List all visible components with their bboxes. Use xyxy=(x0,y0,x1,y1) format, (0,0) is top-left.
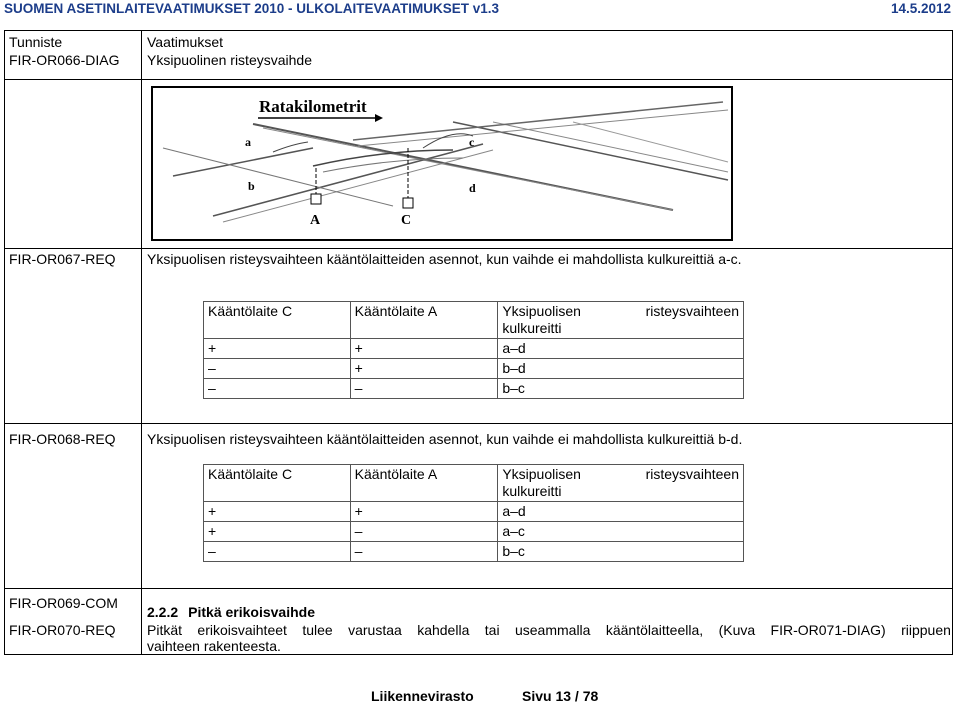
track-label-a: a xyxy=(245,135,251,149)
text-word: tai xyxy=(484,622,500,638)
table-cell: – xyxy=(204,379,351,399)
column-divider xyxy=(141,30,142,654)
crossing-diagram xyxy=(151,86,733,241)
text-word: kahdella xyxy=(417,622,470,638)
row-divider-067 xyxy=(4,248,953,249)
footer-organization: Liikennevirasto xyxy=(371,688,474,704)
header-word: kulkureitti xyxy=(502,320,562,336)
switch-position-table-067 xyxy=(203,301,744,399)
table-cell: – xyxy=(350,542,498,562)
direction-arrow-head xyxy=(375,114,383,122)
row-divider-069 xyxy=(4,588,953,589)
row-text-068: Yksipuolisen risteysvaihteen kääntölaitteiden asennot, kun vaihde ei mahdollista kulkureittiä b-d. xyxy=(147,431,743,447)
section-heading xyxy=(147,604,315,621)
header-word: Yksipuolisen xyxy=(502,466,581,482)
switch-machine-A xyxy=(311,194,321,204)
table-row xyxy=(204,359,744,379)
table-row xyxy=(204,522,744,542)
row-text-070-line2: vaihteen rakenteesta. xyxy=(147,638,281,654)
document-header-date: 14.5.2012 xyxy=(890,1,951,16)
switch-position-table-068 xyxy=(203,464,744,562)
track-line xyxy=(173,148,313,176)
header-word: risteysvaihteen xyxy=(645,303,739,319)
text-word: Pitkät xyxy=(147,622,183,638)
row-text-066: Yksipuolinen risteysvaihde xyxy=(147,52,312,68)
table-cell: + xyxy=(204,522,351,542)
table-cell: + xyxy=(350,359,498,379)
section-title: Pitkä erikoisvaihde xyxy=(188,604,315,620)
table-cell: – xyxy=(350,522,498,542)
text-word: varustaa xyxy=(348,622,402,638)
table-row xyxy=(204,379,744,399)
text-word: FIR-OR071-DIAG) xyxy=(770,622,886,638)
column-header-requirements: Vaatimukset xyxy=(147,34,223,50)
text-word: tulee xyxy=(302,622,333,638)
row-id-069: FIR-OR069-COM xyxy=(9,595,118,611)
row-id-068: FIR-OR068-REQ xyxy=(9,431,116,447)
table-cell: b–c xyxy=(498,542,744,562)
table-header-cell xyxy=(498,465,744,502)
switch-label-C: C xyxy=(401,213,412,228)
row-id-067: FIR-OR067-REQ xyxy=(9,251,116,267)
table-cell: – xyxy=(350,379,498,399)
text-word: riippuen xyxy=(901,622,951,638)
text-word: useammalla xyxy=(514,622,591,638)
table-cell: b–c xyxy=(498,379,744,399)
table-cell: – xyxy=(204,359,351,379)
table-right-border xyxy=(952,30,953,654)
switch-machine-C xyxy=(403,198,413,208)
table-cell: a–d xyxy=(498,502,744,522)
table-row xyxy=(204,542,744,562)
track-label-c: c xyxy=(469,135,475,149)
text-word: (Kuva xyxy=(718,622,756,638)
header-word: kulkureitti xyxy=(502,483,562,499)
crossing-diagram-drawing xyxy=(153,88,731,239)
table-header-row xyxy=(204,465,744,502)
table-header-cell: Kääntölaite A xyxy=(350,465,498,502)
table-cell: a–c xyxy=(498,522,744,542)
table-cell: + xyxy=(204,339,351,359)
text-word: erikoisvaihteet xyxy=(197,622,287,638)
track-line xyxy=(353,102,723,140)
track-label-d: d xyxy=(469,181,476,195)
footer-page-number: Sivu 13 / 78 xyxy=(522,688,599,704)
table-header-cell: Kääntölaite C xyxy=(204,302,351,339)
table-cell: + xyxy=(350,502,498,522)
row-divider-066 xyxy=(4,79,953,80)
table-left-border xyxy=(4,30,5,654)
table-cell: b–d xyxy=(498,359,744,379)
table-header-cell: Kääntölaite C xyxy=(204,465,351,502)
track-line xyxy=(223,150,493,222)
table-row xyxy=(204,339,744,359)
table-cell: – xyxy=(204,542,351,562)
header-word: Yksipuolisen xyxy=(502,303,581,319)
table-cell: + xyxy=(204,502,351,522)
section-number: 2.2.2 xyxy=(147,604,179,620)
track-label-b: b xyxy=(248,179,255,193)
row-text-067: Yksipuolisen risteysvaihteen kääntölaitteiden asennot, kun vaihde ei mahdollista kulkureittiä a-c. xyxy=(147,251,742,267)
table-top-border xyxy=(4,30,953,31)
row-id-070: FIR-OR070-REQ xyxy=(9,622,116,638)
row-text-070-line1 xyxy=(147,622,951,639)
table-row xyxy=(204,502,744,522)
table-header-row xyxy=(204,302,744,339)
track-line xyxy=(263,128,673,210)
row-divider-068 xyxy=(4,423,953,424)
table-header-cell: Kääntölaite A xyxy=(350,302,498,339)
switch-label-A: A xyxy=(310,213,321,228)
diagram-title: Ratakilometrit xyxy=(259,97,367,116)
document-header-title: SUOMEN ASETINLAITEVAATIMUKSET 2010 - ULKOLAITEVAATIMUKSET v1.3 xyxy=(4,1,500,16)
column-header-id: Tunniste xyxy=(9,34,63,50)
text-word: kääntölaitteella, xyxy=(605,622,704,638)
table-cell: + xyxy=(350,339,498,359)
header-word: risteysvaihteen xyxy=(645,466,739,482)
table-cell: a–d xyxy=(498,339,744,359)
row-id-066: FIR-OR066-DIAG xyxy=(9,52,120,68)
table-header-cell xyxy=(498,302,744,339)
